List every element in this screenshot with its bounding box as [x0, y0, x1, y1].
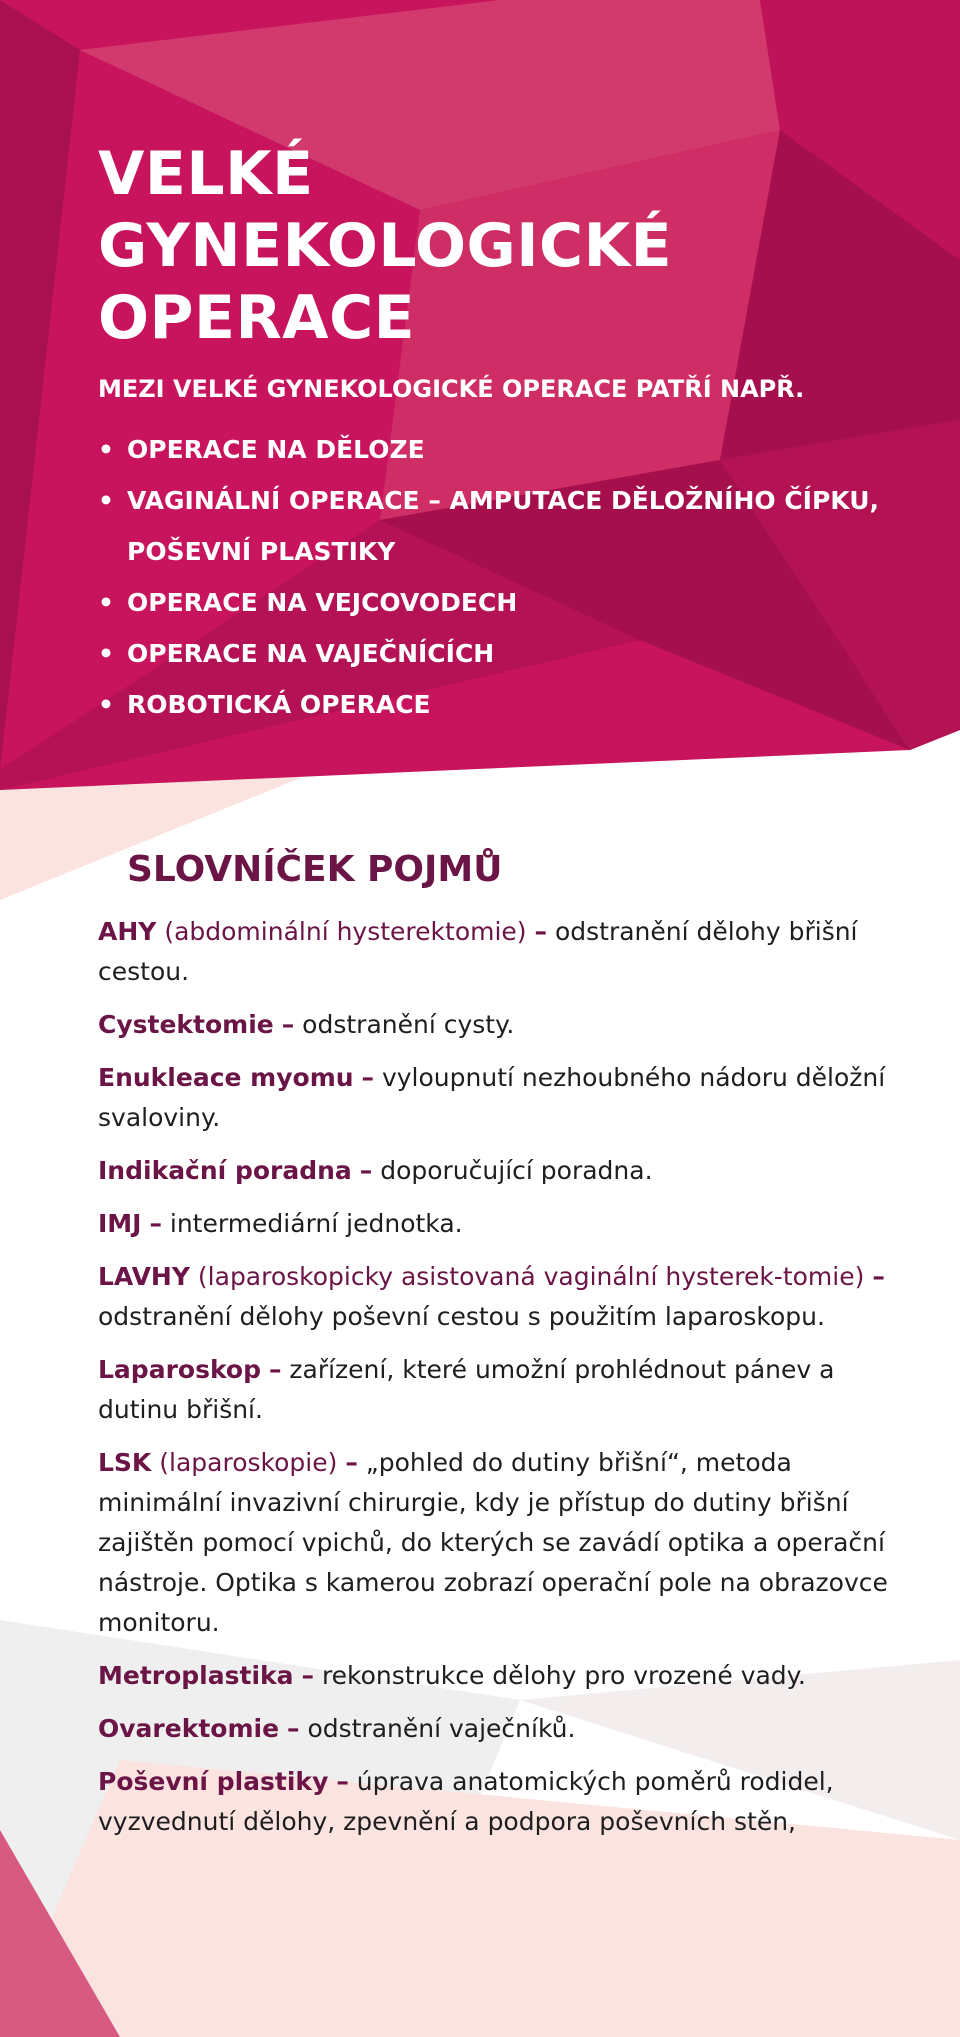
- bullet-icon: •: [98, 639, 114, 668]
- list-item: [98, 577, 927, 628]
- list-item-label: ROBOTICKÁ OPERACE: [127, 690, 431, 719]
- glossary-term: Ovarektomie: [98, 1714, 280, 1743]
- glossary-dash: –: [336, 1767, 349, 1796]
- list-item: [98, 475, 927, 577]
- glossary-entry: [98, 1151, 898, 1191]
- glossary-dash: –: [281, 1010, 295, 1039]
- glossary-entry: [98, 1443, 898, 1643]
- glossary-dash: –: [534, 917, 548, 946]
- glossary-entry: [98, 1350, 898, 1430]
- list-item: [98, 424, 927, 475]
- glossary-term: Cystektomie: [98, 1010, 274, 1039]
- glossary-term-expansion: (abdominální hysterektomie): [164, 917, 527, 946]
- title-line: GYNEKOLOGICKÉ: [98, 211, 673, 281]
- operations-list: [98, 424, 927, 730]
- glossary-entry: [98, 1005, 898, 1045]
- bullet-icon: •: [98, 486, 114, 515]
- glossary-title: SLOVNÍČEK POJMŮ: [127, 849, 503, 890]
- glossary-definition: intermediární jednotka.: [169, 1209, 463, 1238]
- glossary-dash: –: [301, 1661, 314, 1690]
- glossary-entry: [98, 1709, 898, 1749]
- glossary-definition: odstranění vaječníků.: [307, 1714, 576, 1743]
- list-item: [98, 628, 927, 679]
- glossary-definition: doporučující poradna.: [380, 1156, 653, 1185]
- glossary-definition: vyloupnutí nezhoubného nádoru děložní svaloviny.: [98, 1063, 886, 1132]
- bullet-icon: •: [98, 588, 114, 617]
- glossary-term: LAVHY: [98, 1262, 190, 1291]
- list-item-label: OPERACE NA VAJEČNÍCÍCH: [127, 639, 495, 668]
- page-title: [98, 138, 672, 354]
- glossary-dash: –: [149, 1209, 162, 1238]
- glossary-term: Metroplastika: [98, 1661, 294, 1690]
- glossary-term: LSK: [98, 1448, 152, 1477]
- glossary-dash: –: [268, 1355, 282, 1384]
- glossary-entry: [98, 1656, 898, 1696]
- glossary-entry: [98, 1257, 898, 1337]
- glossary-definition: odstranění cysty.: [302, 1010, 515, 1039]
- list-item: [98, 679, 927, 730]
- glossary-definition: „pohled do dutiny břišní“, metoda minimální invazivní chirurgie, kdy je přístup do dutiny břišní zajištěn pomocí vpichů, do kterých se zavádí optika a operační nástroje. Optika s kamerou zobrazí operační pole na obrazovce monitoru.: [98, 1448, 888, 1637]
- glossary-entry: [98, 1058, 898, 1138]
- glossary-term: Enukleace myomu: [98, 1063, 354, 1092]
- glossary-term: IMJ: [98, 1209, 142, 1238]
- glossary-entry: [98, 912, 898, 992]
- glossary-term: Laparoskop: [98, 1355, 261, 1384]
- glossary-term: Indikační poradna: [98, 1156, 352, 1185]
- glossary-entry: [98, 1762, 898, 1842]
- glossary-term: Poševní plastiky: [98, 1767, 329, 1796]
- glossary-term-expansion: (laparoskopie): [159, 1448, 338, 1477]
- glossary-term-expansion: (laparoskopicky asistovaná vaginální hysterek-tomie): [197, 1262, 865, 1291]
- glossary-definition: rekonstrukce dělohy pro vrozené vady.: [321, 1661, 806, 1690]
- list-item-label: OPERACE NA VEJCOVODECH: [127, 588, 518, 617]
- list-item-label: VAGINÁLNÍ OPERACE – AMPUTACE DĚLOŽNÍHO ČÍPKU, POŠEVNÍ PLASTIKY: [127, 486, 880, 566]
- glossary-dash: –: [872, 1262, 885, 1291]
- glossary-definition: odstranění dělohy poševní cestou s použitím laparoskopu.: [98, 1302, 825, 1331]
- bullet-icon: •: [98, 435, 114, 464]
- glossary-dash: –: [361, 1063, 374, 1092]
- glossary-dash: –: [359, 1156, 373, 1185]
- title-line: OPERACE: [98, 283, 416, 353]
- glossary-dash: –: [286, 1714, 300, 1743]
- glossary-dash: –: [345, 1448, 358, 1477]
- glossary-term: AHY: [98, 917, 157, 946]
- glossary-list: [98, 912, 898, 1855]
- glossary-definition: zařízení, které umožní prohlédnout pánev a dutinu břišní.: [98, 1355, 835, 1424]
- title-line: VELKÉ: [98, 139, 314, 209]
- list-item-label: OPERACE NA DĚLOZE: [127, 435, 425, 464]
- intro-text: MEZI VELKÉ GYNEKOLOGICKÉ OPERACE PATŘÍ NAPŘ.: [98, 375, 805, 403]
- glossary-definition: odstranění dělohy břišní cestou.: [98, 917, 858, 986]
- glossary-definition: úprava anatomických poměrů rodidel, vyzvednutí dělohy, zpevnění a podpora poševních stěn,: [98, 1767, 834, 1836]
- glossary-entry: [98, 1204, 898, 1244]
- bullet-icon: •: [98, 690, 114, 719]
